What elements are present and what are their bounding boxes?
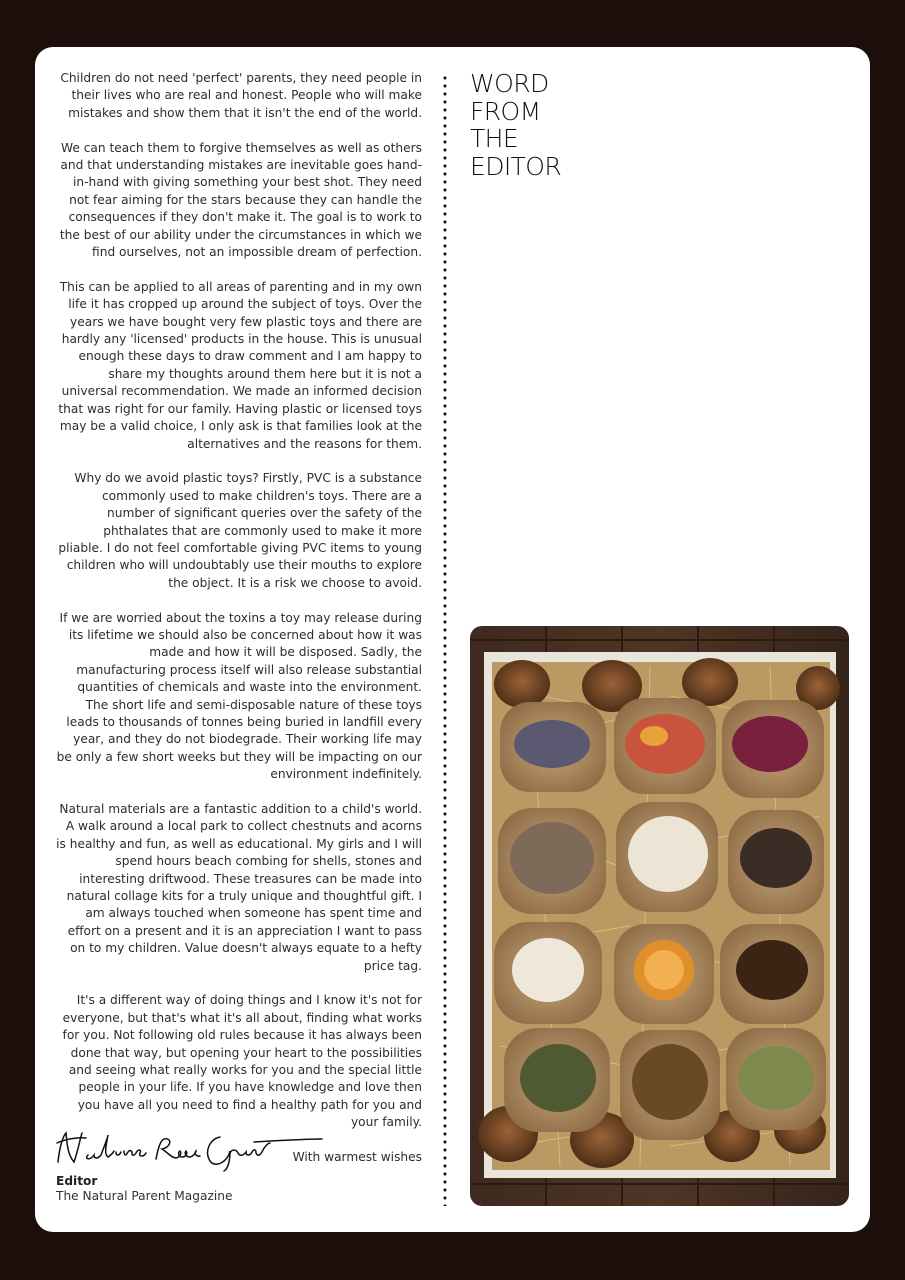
magazine-name: The Natural Parent Magazine: [56, 1189, 233, 1203]
editor-role: Editor: [56, 1174, 98, 1188]
heading-line: FROM: [470, 96, 541, 126]
letter-paragraph: It's a different way of doing things and I know it's not for everyone, but that's what it's all about, finding what works for you. Not following old rules because it has always been done that way, but opening your heart to the possibilities and seeing what really works for you and the special little people in your life. If you have knowledge and love then you have all you need to find a healthy path for you and your family.: [62, 993, 422, 1130]
letter-paragraph: This can be applied to all areas of parenting and in my own life it has cropped up around the subject of toys. Over the years we have bought very few plastic toys and there are hardly any 'licensed' products in the house. This is unusual enough these days to draw comment and I am happy to share my thoughts around them here but it is not a universal recommendation. We made an informed decision that was right for our family. Having plastic or licensed toys may be a valid choice, I only ask is that families look at the alternatives and the reasons for them.: [58, 279, 422, 451]
heading-line: THE: [470, 124, 519, 153]
letter-paragraph: Natural materials are a fantastic addition to a child's world. A walk around a local park to collect chestnuts and acorns is healthy and fun, as well as educational. My girls and I will spend hours beach combing for shells, stones and interesting driftwood. These treasures can be made into natural collage kits for a truly unique and thoughtful gift. I am always touched when someone has spent time and effort on a present and it is an appreciation I want to pass on to my children. Value doesn't always equate to a hefty price tag.: [56, 801, 422, 973]
letter-paragraph: Children do not need 'perfect' parents, they need people in their lives who are real and honest. People who will make mistakes and show them that it isn't the end of the world.: [60, 71, 422, 120]
letter-paragraph: Why do we avoid plastic toys? Firstly, PVC is a substance commonly used to make children's toys. There are a number of significant queries over the safety of the phthalates that are commonly used to make it more pliable. I do not feel comfortable giving PVC items to young children who will undoubtably use their mouths to explore the object. It is a risk we choose to avoid.: [58, 471, 422, 590]
signoff-text: With warmest wishes: [292, 1150, 422, 1165]
handwritten-signature: [54, 1125, 324, 1175]
natural-materials-photo: [470, 626, 849, 1206]
photo-illustration: [470, 626, 849, 1206]
dotted-divider: [442, 74, 448, 1206]
letter-paragraph: We can teach them to forgive themselves as well as others and that understanding mistakes are inevitable goes hand-in-hand with giving something your best shot. They need not fear aiming for the stars because they can handle the consequences if they don't make it. The goal is to work to the best of our ability under the circumstances in which we find ourselves, not an impossible dream of perfection.: [59, 140, 422, 260]
heading-line: WORD: [470, 69, 549, 98]
heading-line: EDITOR: [470, 151, 562, 181]
letter-paragraph: If we are worried about the toxins a toy may release during its lifetime we should also be concerned about how it was made and how it will be disposed. Sadly, the manufacturing process itself will also release substantial quantities of chemicals and waste into the environment. The short life and semi-disposable nature of these toys leads to thousands of tonnes being buried in landfill every year, and they do not biodegrade. Their working life may be only a few short weeks but they will be impacting on our environment indefinitely.: [56, 610, 422, 782]
signature-graphic: [54, 1125, 324, 1175]
page-heading: [470, 70, 561, 180]
editor-letter: [56, 70, 422, 1184]
